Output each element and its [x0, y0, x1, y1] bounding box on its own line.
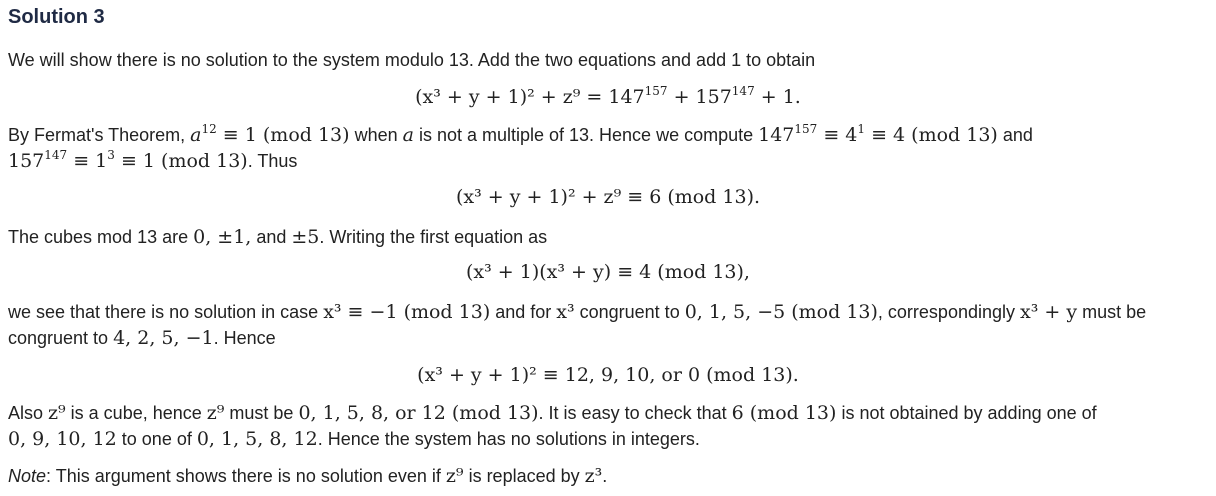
- p5-e: must be: [224, 403, 299, 423]
- p2-c: when: [349, 125, 403, 145]
- paragraph-intro: We will show there is no solution to the system modulo 13. Add the two equations and add 1 to obtain: [8, 50, 816, 70]
- p2b-a-exp: 147: [44, 148, 68, 162]
- p4b-a: congruent to: [8, 328, 114, 348]
- equation-mod6: (x³ + y + 1)² + z⁹ ≡ 6 (mod 13).: [455, 186, 761, 208]
- p3-e: . Writing the first equation as: [319, 227, 548, 247]
- p5-b: z⁹: [48, 402, 66, 424]
- p5-d: z⁹: [206, 402, 225, 424]
- p5-i: is not obtained by adding one of: [836, 403, 1097, 423]
- p3-a: The cubes mod 13 are: [8, 227, 194, 247]
- paragraph-fermat-cont: [8, 148, 297, 174]
- equation-sum: [0, 86, 1216, 108]
- eq1-exp1: 157: [644, 84, 668, 98]
- p2-a: By Fermat's Theorem,: [8, 125, 191, 145]
- p2-f: ≡ 4: [817, 124, 858, 146]
- p4b-c: . Hence: [213, 328, 276, 348]
- paragraph-cases-cont: [8, 325, 276, 351]
- p3-c: and: [251, 227, 292, 247]
- p5b-b: to one of: [116, 429, 197, 449]
- p2-var-a: a: [190, 124, 202, 146]
- paragraph-fermat: [8, 122, 1033, 148]
- eq1-mid: + 157: [667, 86, 732, 108]
- p4-c: and for: [490, 302, 557, 322]
- p3-b: 0, ±1,: [193, 226, 252, 248]
- paragraph-cases: [8, 299, 1146, 325]
- p6-c: is replaced by: [463, 466, 585, 486]
- p4b-b: 4, 2, 5, −1: [113, 327, 214, 349]
- paragraph-z-cube: [8, 400, 1097, 426]
- p4-h: x³ + y: [1020, 301, 1078, 323]
- p4-f: 0, 1, 5, −5 (mod 13): [684, 301, 878, 323]
- note-label: Note: [8, 466, 47, 486]
- p4-a: we see that there is no solution in case: [8, 302, 324, 322]
- p4-d: x³: [556, 301, 575, 323]
- eq1-lhs: (x³ + y + 1)² + z⁹ = 147: [415, 86, 645, 108]
- solution-heading: Solution 3: [8, 6, 105, 28]
- p2-exp12: 12: [201, 122, 217, 136]
- p5b-a: 0, 9, 10, 12: [8, 428, 117, 450]
- p5-h: 6 (mod 13): [731, 402, 837, 424]
- p2-h: and: [997, 125, 1033, 145]
- paragraph-z-cube-cont: [8, 426, 700, 452]
- p2-e-exp: 157: [794, 122, 818, 136]
- p5-c: is a cube, hence: [65, 403, 207, 423]
- equation-squares: (x³ + y + 1)² ≡ 12, 9, 10, or 0 (mod 13).: [417, 364, 799, 386]
- p2-d: is not a multiple of 13. Hence we compute: [413, 125, 759, 145]
- p4-i: must be: [1077, 302, 1147, 322]
- p5b-d: . Hence the system has no solutions in integers.: [317, 429, 700, 449]
- p4-e: congruent to: [574, 302, 685, 322]
- p6-b: z⁹: [445, 465, 464, 487]
- p4-b: x³ ≡ −1 (mod 13): [323, 301, 491, 323]
- p2b-d: . Thus: [247, 151, 298, 171]
- p5-f: 0, 1, 5, 8, or 12 (mod 13): [298, 402, 539, 424]
- eq1-exp2: 147: [731, 84, 755, 98]
- paragraph-cubes: [8, 224, 547, 250]
- p5b-c: 0, 1, 5, 8, 12: [196, 428, 318, 450]
- p2b-b: ≡ 1: [67, 150, 108, 172]
- p5-g: . It is easy to check that: [538, 403, 732, 423]
- p2-b: ≡ 1 (mod 13): [216, 124, 350, 146]
- p6-a: : This argument shows there is no solution even if: [46, 466, 446, 486]
- paragraph-note: [8, 463, 607, 489]
- p5-a: Also: [8, 403, 49, 423]
- p2-g: ≡ 4 (mod 13): [865, 124, 998, 146]
- p6-e: .: [602, 466, 608, 486]
- p4-g: , correspondingly: [877, 302, 1020, 322]
- p2-f-exp: 1: [857, 122, 866, 136]
- equation-factored: (x³ + 1)(x³ + y) ≡ 4 (mod 13),: [466, 261, 750, 283]
- p6-d: z³: [584, 465, 603, 487]
- p2b-b-exp: 3: [107, 148, 115, 162]
- p2b-c: ≡ 1 (mod 13): [114, 150, 248, 172]
- p2-var-a2: a: [402, 124, 414, 146]
- p3-d: ±5: [291, 226, 320, 248]
- p2b-a: 157: [8, 150, 45, 172]
- eq1-end: + 1.: [754, 86, 801, 108]
- p2-e: 147: [758, 124, 795, 146]
